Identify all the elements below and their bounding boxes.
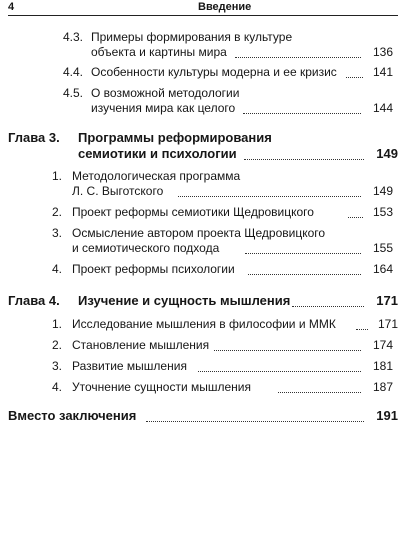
toc-entry-title: Примеры формирования в культуре [91,30,293,44]
toc-entry-3-1 [52,169,393,199]
toc-entry-4-3b [52,359,393,375]
toc-entry-title: Особенности культуры модерна и ее кризис [91,65,337,79]
toc-page-number: 149 [376,146,398,161]
toc-page-number: 191 [376,408,398,423]
toc-leader-dots [214,349,361,351]
toc-entry-number: 1. [52,169,63,183]
toc-entry-title: Методологическая программа [72,169,241,183]
toc-leader-dots [278,391,361,393]
toc-entry-4-3 [63,30,393,60]
toc-conclusion [8,408,398,426]
toc-leader-dots [346,76,363,78]
chapter-label: Глава 3. [8,130,60,145]
toc-entry-number: 3. [52,359,63,373]
toc-entry-3-3 [52,226,393,256]
toc-chapter-3 [8,130,398,164]
chapter-title: Изучение и сущность мышления [78,293,291,308]
toc-entry-number: 4.4. [63,65,84,79]
chapter-title-cont: семиотики и психологии [78,146,237,161]
toc-entry-number: 4. [52,380,63,394]
toc-page-number: 164 [372,262,393,276]
toc-entry-number: 2. [52,338,63,352]
toc-page-number: 171 [377,317,398,331]
chapter-title: Программы реформирования [78,130,272,145]
toc-entry-title: Проект реформы семиотики Щедровицкого [72,205,314,219]
toc-leader-dots [292,305,364,307]
toc-entry-title: Развитие мышления [72,359,187,373]
toc-entry-number: 1. [52,317,63,331]
toc-entry-title: Уточнение сущности мышления [72,380,251,394]
toc-entry-4-4b [52,380,393,396]
toc-entry-title-cont: изучения мира как целого [91,101,236,115]
toc-entry-title-cont: и семиотического подхода [72,241,220,255]
toc-entry-4-2 [52,338,393,354]
toc-leader-dots [146,420,364,422]
toc-entry-title: Проект реформы психологии [72,262,235,276]
running-title: Введение [198,1,252,13]
toc-page-number: 171 [376,293,398,308]
toc-leader-dots [356,328,368,330]
toc-leader-dots [243,112,361,114]
toc-page-number: 155 [372,241,393,255]
toc-entry-number: 2. [52,205,63,219]
chapter-title: Вместо заключения [8,408,137,423]
toc-page-number: 136 [372,45,393,59]
toc-entry-number: 4.5. [63,86,84,100]
toc-page-number: 174 [372,338,393,352]
toc-entry-title: Исследование мышления в философии и ММК [72,317,336,331]
toc-entry-title: Осмысление автором проекта Щедровицкого [72,226,326,240]
toc-entry-title-cont: Л. С. Выготского [72,184,164,198]
toc-entry-3-2 [52,205,393,221]
toc-chapter-4 [8,293,398,311]
toc-leader-dots [245,252,361,254]
chapter-label: Глава 4. [8,293,60,308]
toc-page-number: 181 [372,359,393,373]
toc-entry-4-1 [52,317,398,333]
toc-entry-number: 4. [52,262,63,276]
toc-entry-3-4 [52,262,393,278]
toc-page-number: 149 [372,184,393,198]
toc-entry-4-5 [63,86,393,116]
toc-entry-title-cont: объекта и картины мира [91,45,227,59]
toc-entry-number: 3. [52,226,63,240]
toc-entry-4-4 [63,65,393,81]
toc-entry-number: 4.3. [63,30,84,44]
toc-entry-title: О возможной методологии [91,86,240,100]
toc-leader-dots [348,216,363,218]
toc-leader-dots [198,370,361,372]
toc-leader-dots [248,273,361,275]
toc-page-number: 187 [372,380,393,394]
toc-leader-dots [178,195,361,197]
toc-page-number: 141 [372,65,393,79]
toc-leader-dots [235,56,361,58]
toc-entry-title: Становление мышления [72,338,210,352]
page-number: 4 [8,1,15,13]
toc-page-number: 144 [372,101,393,115]
toc-leader-dots [244,158,364,160]
toc-page-number: 153 [372,205,393,219]
